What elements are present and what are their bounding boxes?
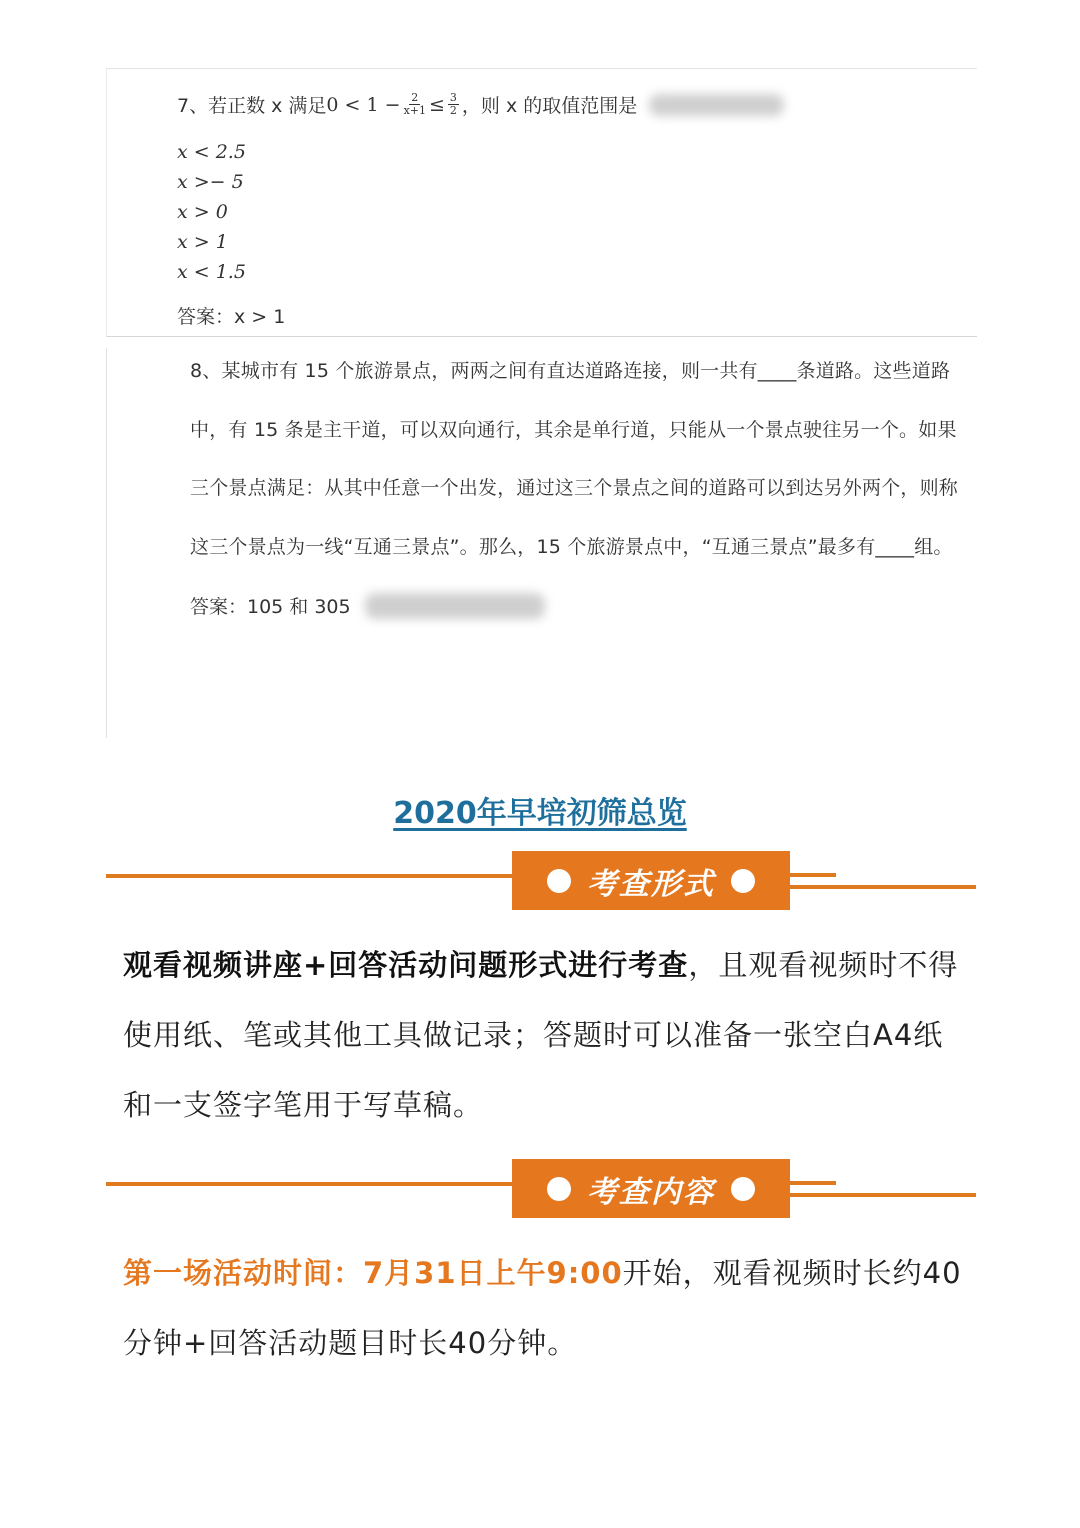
question-8-line: 中，有 15 条是主干道，可以双向通行，其余是单行道，只能从一个景点驶往另一个。如果 — [190, 418, 957, 441]
option-item: x < 1.5 — [177, 261, 246, 283]
paragraph-text: 开始，观看视频时长约40分钟+回答活动题目时长40分钟。 — [123, 1256, 962, 1360]
inequality-mid: ≤ — [428, 93, 445, 116]
dot-icon — [547, 1177, 571, 1201]
question-8-card — [106, 348, 977, 738]
question-7-answer: 答案：x > 1 — [177, 306, 286, 328]
banner-divider — [790, 885, 976, 889]
fraction-3-over-2 — [448, 92, 459, 117]
question-7-stem — [177, 91, 784, 118]
banner-label-box — [512, 1159, 790, 1218]
option-item: x > 0 — [177, 201, 228, 223]
question-8-answer: 答案：105 和 305 — [190, 596, 351, 618]
banner-title: 考查内容 — [587, 1174, 715, 1210]
option-item: x < 2.5 — [177, 141, 246, 163]
highlight-text: 观看视频讲座+回答活动问题形式进行考查 — [123, 948, 689, 982]
banner-divider — [106, 874, 516, 878]
question-8-line: 三个景点满足：从其中任意一个出发，通过这三个景点之间的道路可以到达另外两个，则称 — [190, 477, 959, 499]
dot-icon — [547, 869, 571, 893]
banner-divider — [790, 873, 836, 877]
fraction-2-over-x-plus-1 — [404, 92, 426, 117]
overview-link[interactable]: 2020年早培初筛总览 — [393, 796, 687, 831]
question-8-answer-row — [190, 592, 545, 619]
banner-title: 考查形式 — [587, 866, 715, 902]
blurred-watermark — [365, 593, 545, 619]
question-8-text — [190, 356, 975, 590]
highlight-time: 第一场活动时间：7月31日上午9:00 — [123, 1256, 623, 1290]
section-1-paragraph — [123, 930, 963, 1140]
question-8-line: 这三个景点为一线“互通三景点”。那么，15 个旅游景点中，“互通三景点”最多有____组。 — [190, 535, 953, 558]
fraction-denominator: x+1 — [403, 104, 426, 117]
fraction-numerator: 3 — [449, 91, 457, 104]
section-banner-format — [106, 851, 976, 913]
dot-icon — [731, 869, 755, 893]
blurred-watermark — [649, 94, 784, 116]
banner-divider — [790, 1193, 976, 1197]
fraction-denominator: 2 — [449, 104, 457, 117]
section-banner-content — [106, 1159, 976, 1221]
inequality-left: 0 < 1 − — [326, 93, 401, 116]
paragraph-text: ，且观看视频时不得使用纸、笔或其他工具做记录；答题时可以准备一张空白A4纸和一支签字笔用于写草稿。 — [123, 948, 959, 1122]
question-7-suffix: ，则 x 的取值范围是 — [461, 95, 638, 117]
option-item: x >− 5 — [177, 171, 244, 193]
question-8-line: 8、某城市有 15 个旅游景点，两两之间有直达道路连接，则一共有____条道路。这些道路 — [190, 360, 951, 382]
banner-divider — [106, 1182, 516, 1186]
fraction-numerator: 2 — [411, 91, 419, 104]
section-2-paragraph — [123, 1238, 963, 1378]
option-item: x > 1 — [177, 231, 228, 253]
banner-label-box — [512, 851, 790, 910]
banner-divider — [790, 1181, 836, 1185]
question-7-options — [177, 137, 246, 287]
dot-icon — [731, 1177, 755, 1201]
question-7-card — [106, 68, 977, 337]
question-7-prefix: 7、若正数 x 满足 — [177, 95, 327, 117]
